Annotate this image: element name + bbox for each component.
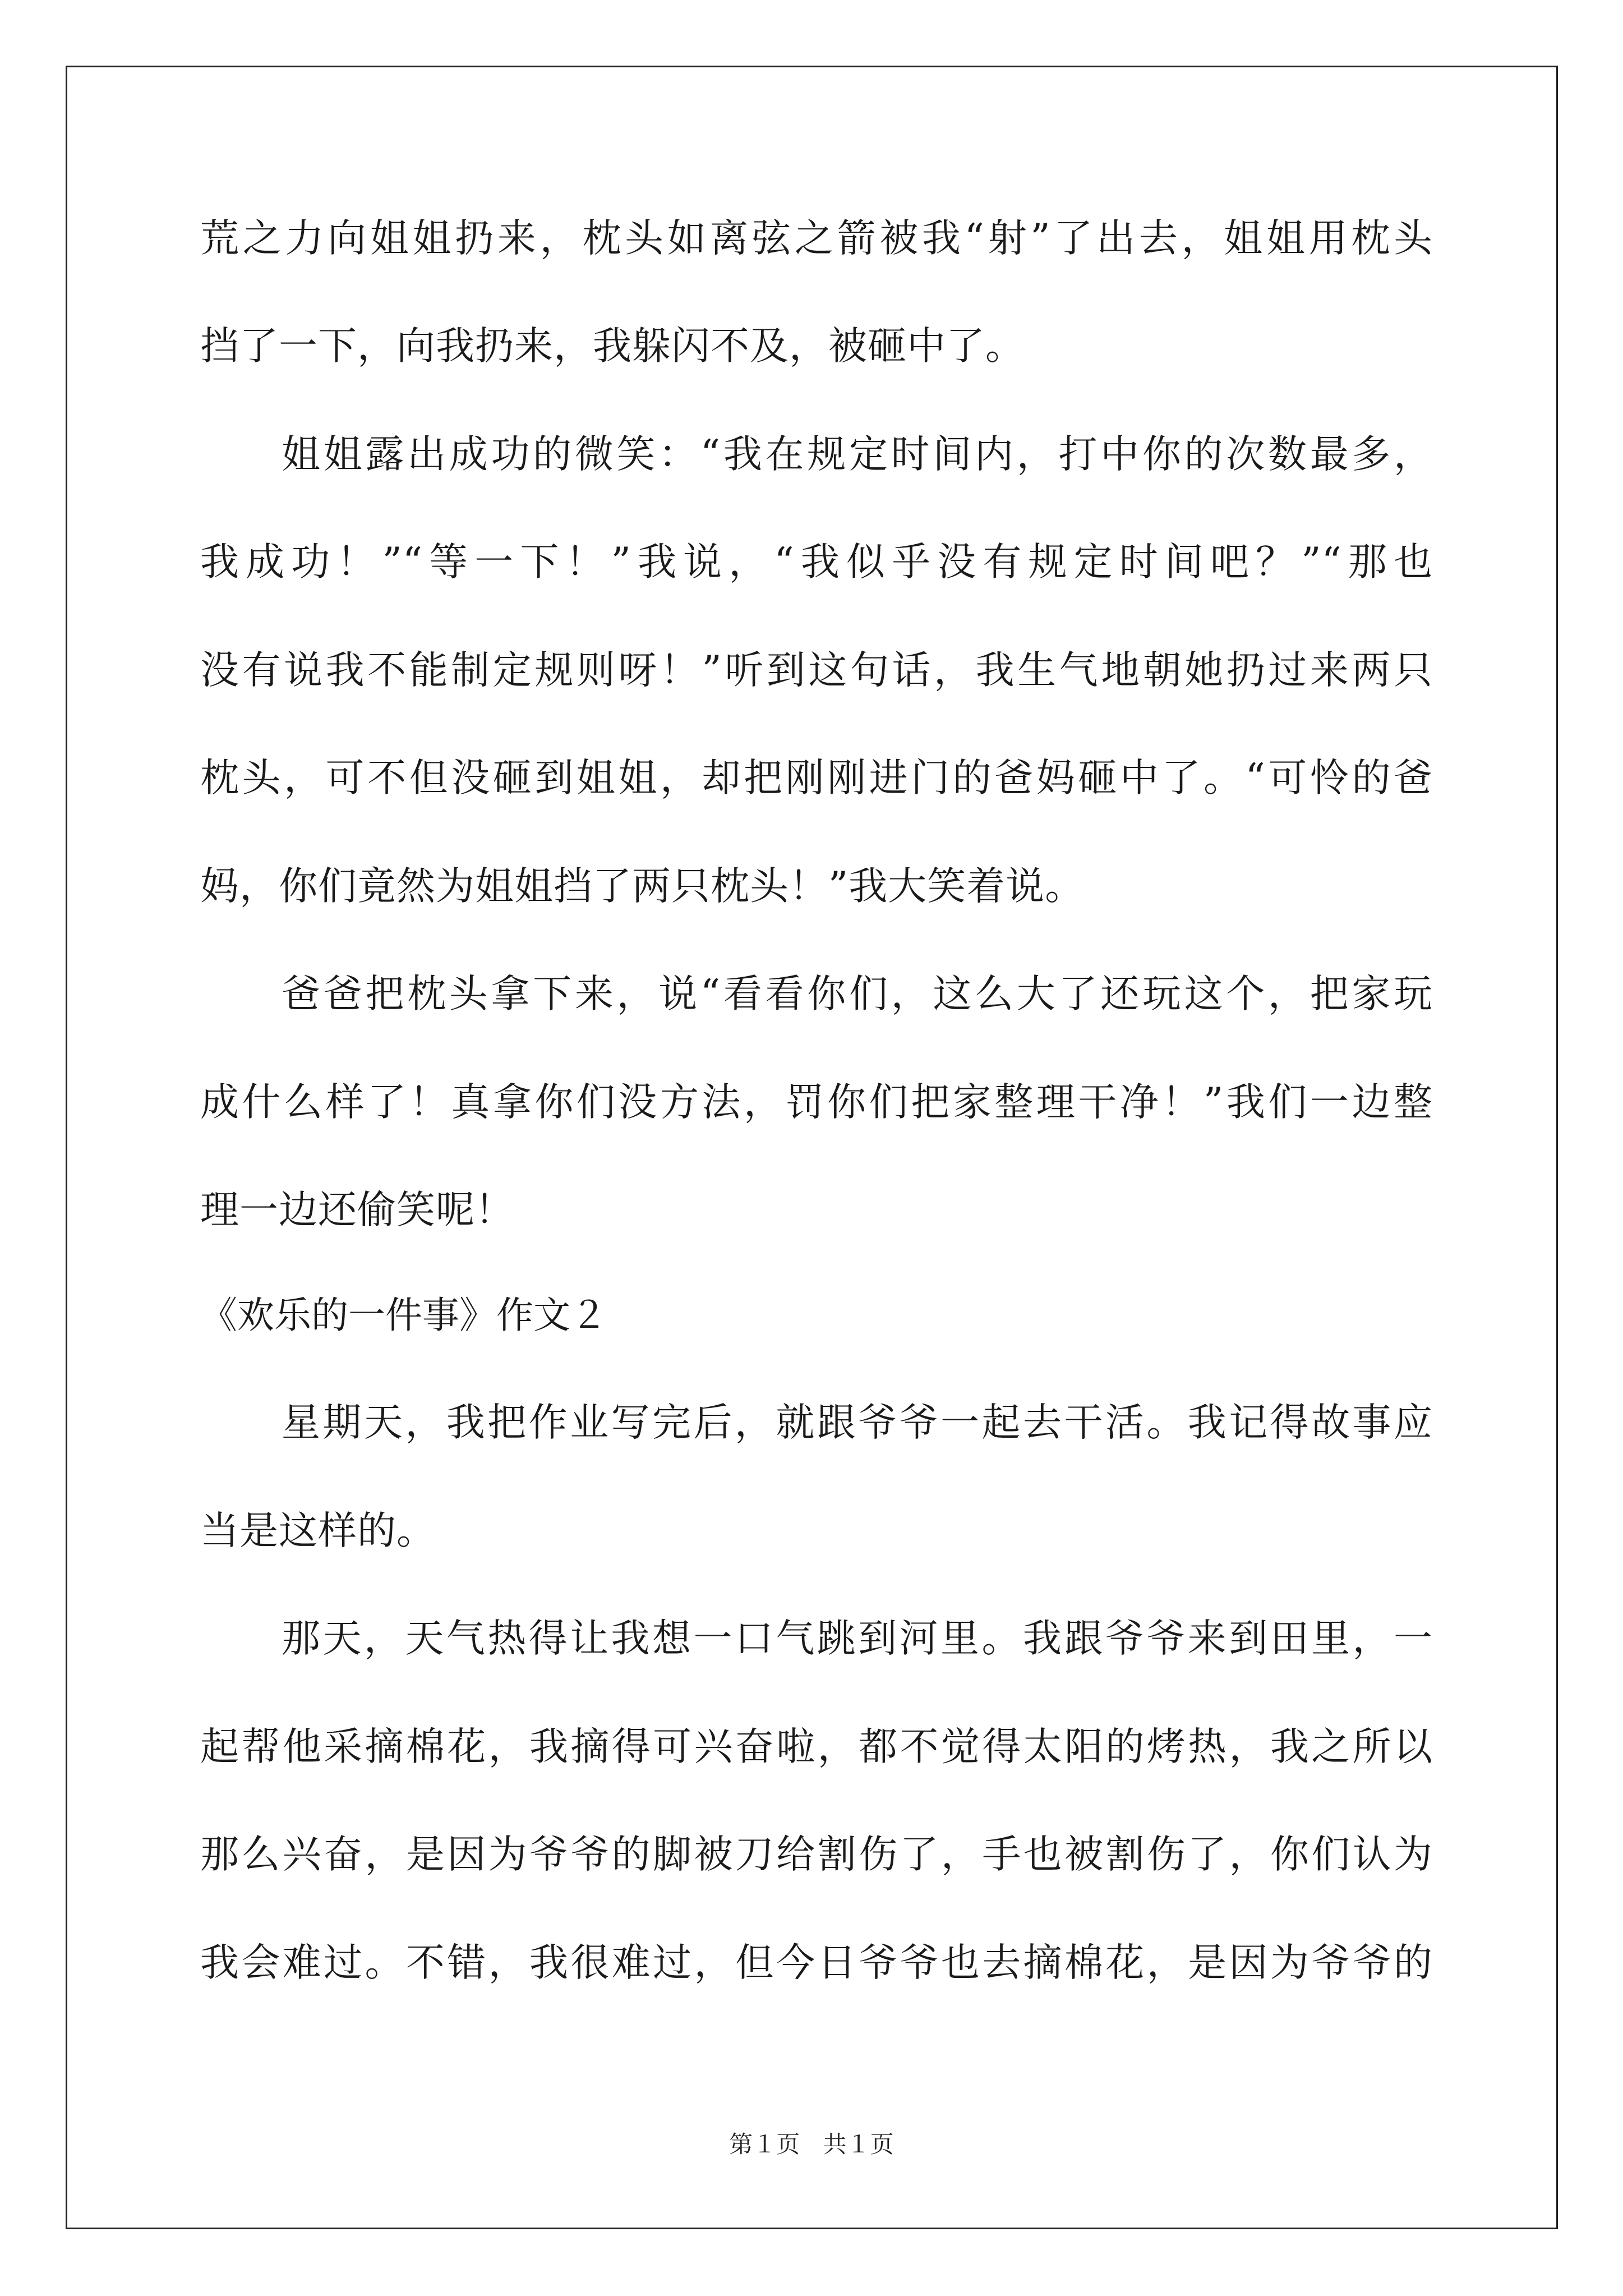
text-line: 我会难过。不错，我很难过，但今日爷爷也去摘棉花，是因为爷爷的 <box>200 1940 1433 1985</box>
paragraph-first-line: 姐姐露出成功的微笑：“我在规定时间内，打中你的次数最多， <box>282 432 1433 477</box>
total-pages: 共１页 <box>823 2131 894 2158</box>
section-heading: 《欢乐的一件事》作文２ <box>200 1294 607 1337</box>
text-line: 理一边还偷笑呢！ <box>200 1188 514 1232</box>
page-number: 第１页 <box>729 2131 800 2158</box>
text-line: 起帮他采摘棉花，我摘得可兴奋啦，都不觉得太阳的烤热，我之所以 <box>200 1724 1433 1769</box>
text-line: 成什么样了！真拿你们没方法，罚你们把家整理干净！”我们一边整 <box>200 1080 1433 1125</box>
text-line: 荒之力向姐姐扔来，枕头如离弦之箭被我“射”了出去，姐姐用枕头 <box>200 216 1433 261</box>
text-line: 那么兴奋，是因为爷爷的脚被刀给割伤了，手也被割伤了，你们认为 <box>200 1832 1433 1877</box>
paragraph-first-line: 爸爸把枕头拿下来，说“看看你们，这么大了还玩这个，把家玩 <box>282 972 1433 1016</box>
paragraph-first-line: 星期天，我把作业写完后，就跟爷爷一起去干活。我记得故事应 <box>282 1400 1433 1445</box>
paragraph-first-line: 那天，天气热得让我想一口气跳到河里。我跟爷爷来到田里，一 <box>282 1616 1433 1661</box>
page-border <box>66 66 1558 2229</box>
page-footer <box>0 2126 1623 2160</box>
text-line: 枕头，可不但没砸到姐姐，却把刚刚进门的爸妈砸中了。“可怜的爸 <box>200 756 1433 800</box>
text-line: 妈，你们竟然为姐姐挡了两只枕头！”我大笑着说。 <box>200 864 1085 909</box>
text-line: 没有说我不能制定规则呀！”听到这句话，我生气地朝她扔过来两只 <box>200 648 1433 693</box>
text-line: 我成功！”“等一下！”我说，“我似乎没有规定时间吧？”“那也 <box>200 540 1433 585</box>
text-line: 当是这样的。 <box>200 1508 436 1553</box>
text-line: 挡了一下，向我扔来，我躲闪不及，被砸中了。 <box>200 324 1025 369</box>
